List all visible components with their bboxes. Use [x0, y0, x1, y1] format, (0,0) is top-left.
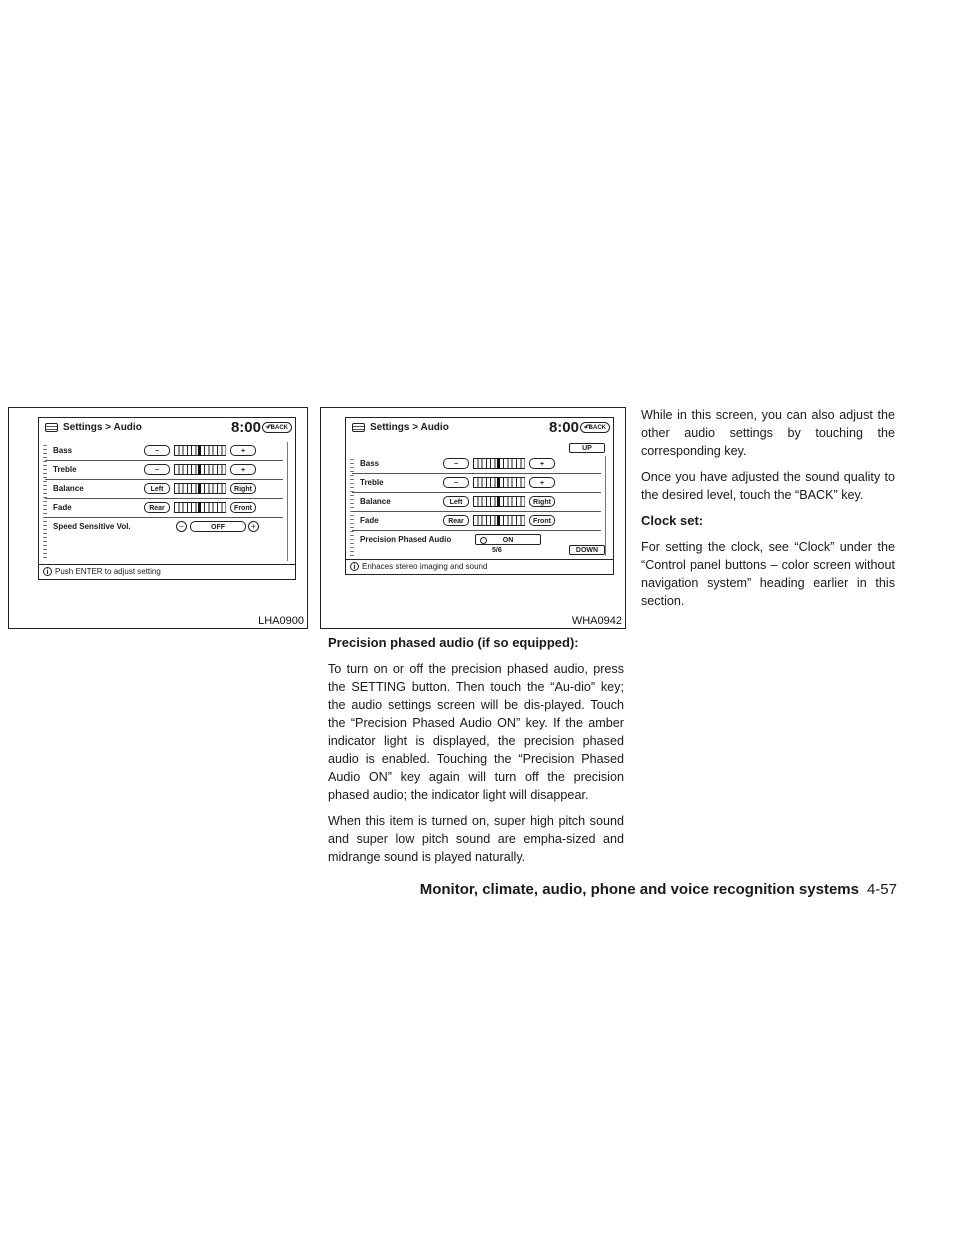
fade-rear-button[interactable]: Rear [443, 515, 469, 526]
treble-plus-button[interactable]: + [529, 477, 555, 488]
row-bass [45, 442, 283, 461]
row-label: Balance [360, 497, 391, 506]
row-bass [352, 455, 601, 474]
paragraph: When this item is turned on, super high pitch sound and super low pitch sound are empha-sized and midrange sound is played naturally. [328, 814, 624, 864]
down-button[interactable]: DOWN [569, 545, 605, 555]
fade-level-bar[interactable] [473, 515, 525, 526]
back-button[interactable]: ↶ BACK [580, 422, 610, 433]
balance-level-bar[interactable] [174, 483, 226, 494]
footer-hint: Push ENTER to adjust setting [55, 567, 161, 576]
section-title: Monitor, climate, audio, phone and voice recognition systems [419, 881, 859, 898]
settings-rows [45, 442, 283, 536]
speed-minus-button[interactable]: − [176, 521, 187, 532]
screen-title: Settings > Audio [63, 422, 142, 433]
screen-footer [39, 564, 295, 579]
figure-wha0942 [320, 407, 626, 629]
audio-settings-screen [38, 417, 296, 580]
paragraph: Once you have adjusted the sound quality to the desired level, touch the “BACK” key. [641, 470, 895, 502]
row-label: Treble [53, 465, 77, 474]
clock: 8:00 [230, 419, 261, 436]
figure-code: LHA0900 [258, 615, 304, 627]
footer-hint: Enhaces stereo imaging and sound [362, 562, 488, 571]
row-label: Bass [53, 446, 73, 455]
row-speed-sensitive-vol [45, 518, 283, 536]
level-marker [497, 515, 500, 526]
bass-plus-button[interactable]: + [230, 445, 256, 456]
bass-level-bar[interactable] [174, 445, 226, 456]
level-marker [497, 496, 500, 507]
speed-plus-button[interactable]: + [248, 521, 259, 532]
audio-settings-screen [345, 417, 614, 575]
balance-level-bar[interactable] [473, 496, 525, 507]
level-marker [198, 464, 201, 475]
back-button[interactable]: ↶ BACK [262, 422, 292, 433]
row-label: Precision Phased Audio [360, 535, 452, 544]
row-balance [352, 493, 601, 512]
indicator-light-icon [480, 537, 487, 544]
row-label: Fade [360, 516, 379, 525]
text-column-1 [328, 634, 624, 874]
fade-level-bar[interactable] [174, 502, 226, 513]
info-icon: i [43, 567, 52, 576]
treble-level-bar[interactable] [473, 477, 525, 488]
page-footer [420, 881, 897, 898]
treble-plus-button[interactable]: + [230, 464, 256, 475]
row-label: Bass [360, 459, 380, 468]
row-fade [352, 512, 601, 531]
row-label: Fade [53, 503, 72, 512]
row-treble [352, 474, 601, 493]
balance-right-button[interactable]: Right [230, 483, 256, 494]
level-marker [497, 458, 500, 469]
row-precision-phased-audio [352, 531, 601, 549]
settings-rows [352, 455, 601, 549]
level-marker [198, 502, 201, 513]
figure-code: WHA0942 [571, 615, 622, 627]
row-label: Treble [360, 478, 384, 487]
paragraph: To turn on or off the precision phased audio, press the SETTING button. Then touch the “Au-dio” key; the audio settings screen will be dis-played. Touch the “Precision Phased Audio ON” key. If the amber indicator light is displayed, the precision phased audio is enabled. Touching the “Precision Phased Audio ON” key again will turn off the precision phased audio; the indicator light will disappear. [328, 662, 624, 802]
ppa-on-label: ON [502, 537, 514, 544]
bass-level-bar[interactable] [473, 458, 525, 469]
bass-plus-button[interactable]: + [529, 458, 555, 469]
row-fade [45, 499, 283, 518]
paragraph: For setting the clock, see “Clock” under the “Control panel buttons – color screen without navigation system” heading earlier in this section. [641, 540, 895, 608]
section-heading: Clock set: [641, 513, 704, 528]
level-marker [497, 477, 500, 488]
treble-minus-button[interactable]: − [443, 477, 469, 488]
screen-header [39, 418, 295, 440]
menu-icon [352, 423, 365, 432]
screen-title: Settings > Audio [370, 422, 449, 433]
paragraph: While in this screen, you can also adjust the other audio settings by touching the corresponding key. [641, 408, 895, 458]
text-column-2 [641, 406, 895, 618]
bass-minus-button[interactable]: − [144, 445, 170, 456]
scrollbar[interactable] [605, 456, 610, 556]
menu-icon [45, 423, 58, 432]
figure-lha0900 [8, 407, 308, 629]
treble-minus-button[interactable]: − [144, 464, 170, 475]
treble-level-bar[interactable] [174, 464, 226, 475]
scrollbar[interactable] [287, 442, 292, 561]
balance-right-button[interactable]: Right [529, 496, 555, 507]
screen-header [346, 418, 613, 440]
fade-front-button[interactable]: Front [529, 515, 555, 526]
info-icon: i [350, 562, 359, 571]
section-heading: Precision phased audio (if so equipped): [328, 635, 579, 650]
fade-front-button[interactable]: Front [230, 502, 256, 513]
page-number: 4-57 [866, 881, 897, 898]
level-marker [198, 445, 201, 456]
row-label: Speed Sensitive Vol. [53, 522, 131, 531]
row-treble [45, 461, 283, 480]
up-button[interactable]: UP [569, 443, 605, 453]
bass-minus-button[interactable]: − [443, 458, 469, 469]
speed-off-button[interactable]: OFF [190, 521, 246, 532]
level-marker [198, 483, 201, 494]
fade-rear-button[interactable]: Rear [144, 502, 170, 513]
ppa-on-button[interactable] [475, 534, 541, 545]
row-balance [45, 480, 283, 499]
row-label: Balance [53, 484, 84, 493]
balance-left-button[interactable]: Left [443, 496, 469, 507]
clock: 8:00 [548, 419, 579, 436]
screen-footer [346, 559, 613, 574]
page-indicator: 5/6 [492, 547, 502, 554]
balance-left-button[interactable]: Left [144, 483, 170, 494]
